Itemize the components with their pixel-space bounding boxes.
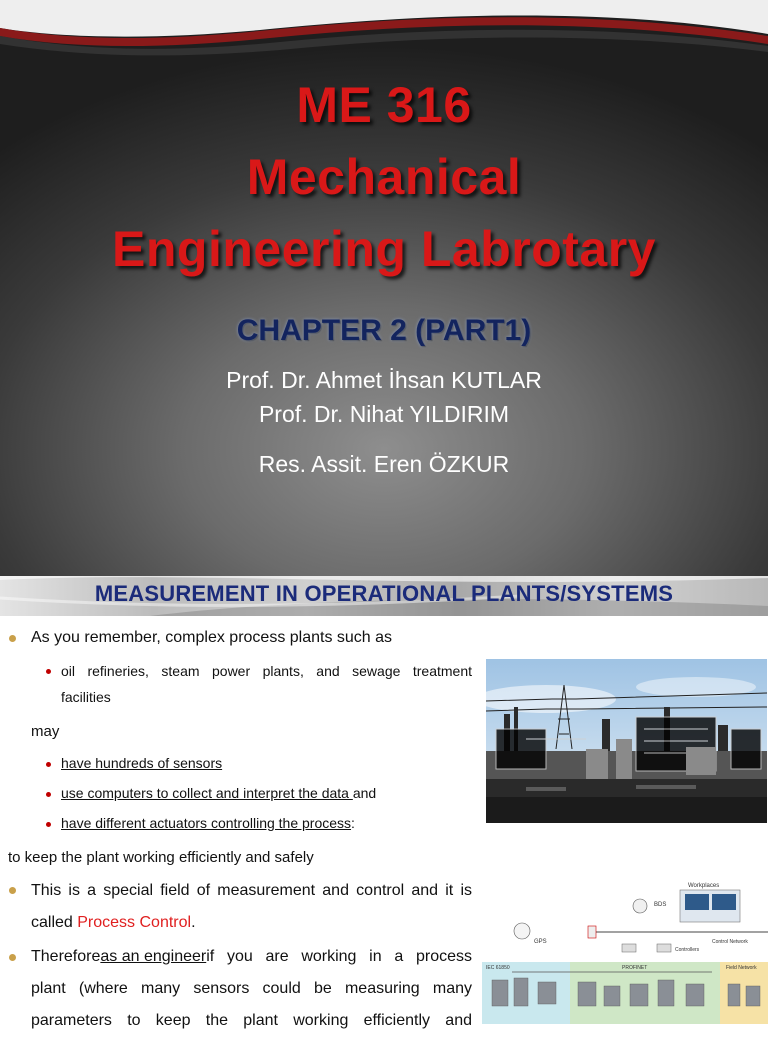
chapter-subtitle: CHAPTER 2 (PART1): [236, 314, 532, 347]
examples-text-line-1: oil refineries, steam power plants, and sewage treatment: [61, 663, 472, 679]
plant-photo: [486, 659, 767, 823]
bullet-marker: [9, 887, 16, 894]
special-field-line-1: This is a special field of measurement and control and it is: [31, 882, 472, 899]
control-network-label: Control Network: [712, 939, 748, 945]
list-item-sensors: [61, 750, 222, 776]
therefore-text: Therefore: [31, 948, 101, 965]
field-network-label: Field Network: [726, 965, 757, 971]
called-text: called: [31, 914, 78, 931]
gps-label: GPS: [534, 939, 547, 945]
bullet-marker: [9, 954, 16, 961]
therefore-line-1-rest: if you are working in a process: [206, 948, 472, 965]
purpose-text: to keep the plant working efficiently and safely: [8, 849, 314, 866]
period-text: .: [191, 914, 196, 931]
process-control-highlight: Process Control: [77, 914, 192, 931]
workplaces-label: Workplaces: [688, 883, 720, 889]
as-an-engineer-text: as an engineer: [100, 948, 207, 965]
intro-text: As you remember, complex process plants such as: [31, 629, 393, 646]
list-item-text: have hundreds of sensors: [61, 755, 223, 771]
author-1: Prof. Dr. Ahmet İhsan KUTLAR: [226, 367, 542, 393]
process-network-diagram: [482, 876, 768, 1024]
therefore-line-1: [31, 941, 472, 973]
may-text: may: [31, 723, 60, 740]
sub-bullet-marker: [46, 762, 51, 767]
profinet-label: PROFINET: [622, 965, 648, 971]
therefore-line-3: parameters to keep the plant working efficiently and: [31, 1012, 472, 1029]
list-item-text: have different actuators controlling the process: [61, 815, 352, 831]
examples-text-line-2: facilities: [61, 689, 111, 705]
controllers-label: Controllers: [675, 947, 700, 953]
list-item-text: use computers to collect and interpret the data: [61, 785, 353, 801]
special-field-line-2: [31, 907, 472, 939]
sub-bullet-marker: [46, 822, 51, 827]
list-item-trail: and: [352, 785, 377, 801]
therefore-line-2: plant (where many sensors could be measuring many: [31, 980, 472, 997]
assistant: Res. Assit. Eren ÖZKUR: [258, 451, 510, 477]
course-title-line-2: Mechanical: [246, 149, 522, 205]
list-item-actuators: [61, 810, 355, 836]
author-2: Prof. Dr. Nihat YILDIRIM: [258, 401, 510, 427]
sub-bullet-marker: [46, 792, 51, 797]
list-item-computers: [61, 780, 376, 806]
course-title-line-3: Engineering Labrotary: [112, 221, 656, 277]
course-code-title: ME 316: [296, 77, 472, 133]
bds-label: BDS: [654, 902, 667, 908]
bullet-marker: [9, 635, 16, 642]
iec-label: IEC 61850: [486, 965, 510, 971]
slide-heading: MEASUREMENT IN OPERATIONAL PLANTS/SYSTEMS: [94, 581, 674, 606]
sub-bullet-marker: [46, 669, 51, 674]
list-item-trail: :: [351, 815, 355, 831]
top-swoosh-decoration: [0, 0, 768, 60]
